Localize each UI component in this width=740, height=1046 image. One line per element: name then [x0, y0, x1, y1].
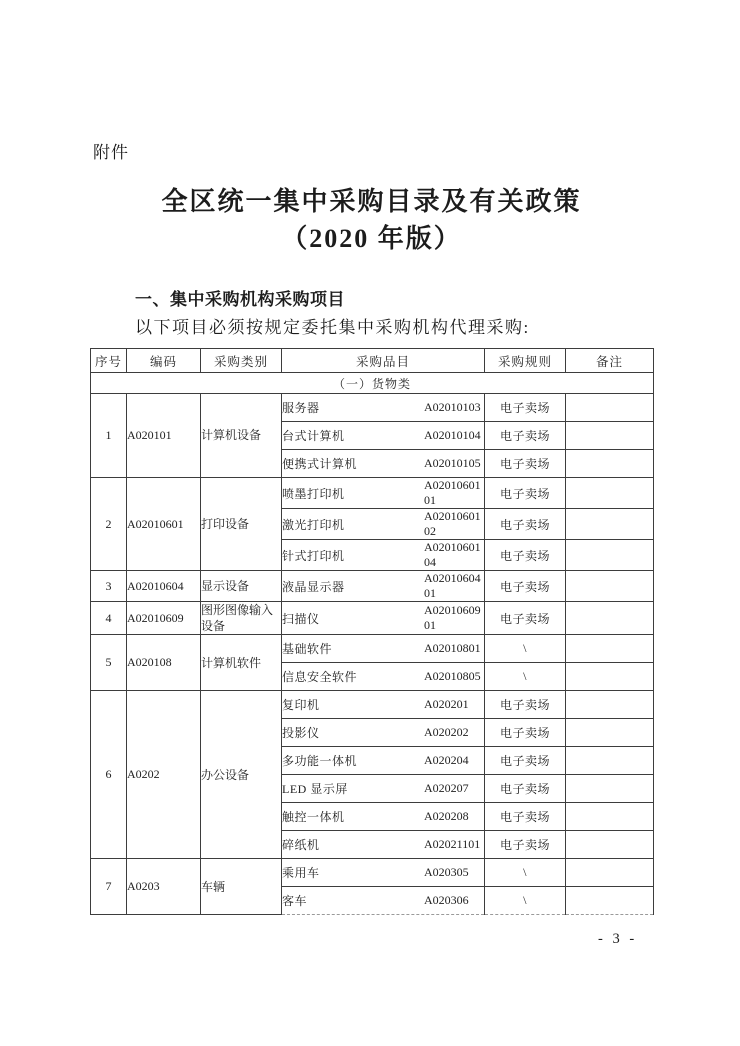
rule-cell: \ — [485, 859, 566, 887]
note-cell — [566, 509, 654, 540]
item-inner — [282, 750, 484, 772]
rule-cell: 电子卖场 — [485, 571, 566, 602]
table-row — [91, 691, 654, 719]
note-cell — [566, 691, 654, 719]
rule-cell: 电子卖场 — [485, 602, 566, 635]
header-rule: 采购规则 — [485, 349, 566, 373]
seq-cell: 4 — [91, 602, 127, 635]
item-code: A0201060104 — [424, 540, 481, 569]
code-cell: A02010609 — [127, 602, 201, 635]
category-cell: 计算机设备 — [201, 394, 282, 478]
document-title-line2: （2020 年版） — [281, 224, 462, 253]
item-inner — [282, 453, 484, 475]
item-cell — [282, 540, 485, 571]
table-row — [91, 859, 654, 887]
header-code: 编码 — [127, 349, 201, 373]
rule-cell: 电子卖场 — [485, 719, 566, 747]
item-cell — [282, 422, 485, 450]
seq-cell: 1 — [91, 394, 127, 478]
group-label: （一）货物类 — [91, 373, 654, 394]
item-code: A02010104 — [424, 428, 481, 442]
section-heading: 一、集中采购机构采购项目 — [135, 290, 345, 309]
catalog-table-body — [91, 373, 654, 915]
category-cell: 计算机软件 — [201, 635, 282, 691]
item-inner — [282, 666, 484, 688]
item-cell — [282, 571, 485, 602]
header-category: 采购类别 — [201, 349, 282, 373]
note-cell — [566, 450, 654, 478]
item-code: A02010105 — [424, 456, 481, 470]
item-cell — [282, 450, 485, 478]
group-row-goods — [91, 373, 654, 394]
item-name: 信息安全软件 — [282, 670, 358, 685]
item-name: 液晶显示器 — [282, 579, 345, 594]
header-seq: 序号 — [91, 349, 127, 373]
code-cell: A0202 — [127, 691, 201, 859]
rule-cell: 电子卖场 — [485, 831, 566, 859]
note-cell — [566, 602, 654, 635]
item-cell — [282, 859, 485, 887]
intro-text: 以下项目必须按规定委托集中采购机构代理采购: — [135, 318, 530, 337]
table-row — [91, 602, 654, 635]
item-name: 投影仪 — [282, 726, 320, 741]
note-cell — [566, 571, 654, 602]
item-name: 扫描仪 — [282, 611, 320, 626]
item-name: 复印机 — [282, 698, 320, 713]
category-cell: 显示设备 — [201, 571, 282, 602]
note-cell — [566, 635, 654, 663]
note-cell — [566, 394, 654, 422]
item-cell — [282, 775, 485, 803]
item-code: A02010801 — [424, 641, 481, 656]
rule-cell: 电子卖场 — [485, 422, 566, 450]
item-inner — [282, 806, 484, 828]
item-name: 碎纸机 — [282, 838, 320, 853]
note-cell — [566, 478, 654, 509]
note-cell — [566, 831, 654, 859]
item-cell — [282, 691, 485, 719]
table-row — [91, 478, 654, 509]
item-cell — [282, 887, 485, 915]
item-inner — [282, 862, 484, 884]
rule-cell: 电子卖场 — [485, 394, 566, 422]
header-note: 备注 — [566, 349, 654, 373]
rule-cell: 电子卖场 — [485, 747, 566, 775]
seq-cell: 5 — [91, 635, 127, 691]
note-cell — [566, 859, 654, 887]
item-code: A020305 — [424, 865, 469, 880]
seq-cell: 6 — [91, 691, 127, 859]
code-cell: A020101 — [127, 394, 201, 478]
item-inner — [282, 890, 484, 912]
note-cell — [566, 887, 654, 915]
item-name: 触控一体机 — [282, 810, 345, 825]
item-code: A0201060901 — [424, 603, 481, 633]
item-inner — [282, 694, 484, 716]
rule-cell: 电子卖场 — [485, 509, 566, 540]
item-cell — [282, 602, 485, 635]
item-cell — [282, 394, 485, 422]
rule-cell: \ — [485, 887, 566, 915]
item-cell — [282, 831, 485, 859]
item-cell — [282, 803, 485, 831]
procurement-table-wrap — [90, 348, 654, 915]
item-name: 多功能一体机 — [282, 754, 358, 769]
item-code: A0201060401 — [424, 571, 481, 600]
attachment-label: 附件 — [93, 143, 129, 162]
rule-cell: \ — [485, 663, 566, 691]
rule-cell: 电子卖场 — [485, 803, 566, 831]
item-cell — [282, 635, 485, 663]
document-title-line1: 全区统一集中采购目录及有关政策 — [161, 187, 582, 216]
table-row — [91, 394, 654, 422]
item-inner — [282, 571, 484, 601]
item-inner — [282, 540, 484, 570]
item-code: A02010805 — [424, 669, 481, 684]
item-inner — [282, 638, 484, 660]
item-cell — [282, 478, 485, 509]
note-cell — [566, 803, 654, 831]
item-code: A020207 — [424, 781, 469, 796]
code-cell: A02010604 — [127, 571, 201, 602]
note-cell — [566, 663, 654, 691]
item-inner — [282, 478, 484, 508]
item-cell — [282, 663, 485, 691]
page-number: - 3 - — [598, 931, 638, 947]
code-cell: A02010601 — [127, 478, 201, 571]
item-code: A0201060101 — [424, 478, 481, 507]
category-cell: 图形图像输入设备 — [201, 602, 282, 635]
rule-cell: 电子卖场 — [485, 450, 566, 478]
item-cell — [282, 747, 485, 775]
rule-cell: 电子卖场 — [485, 540, 566, 571]
item-name: 服务器 — [282, 401, 320, 415]
note-cell — [566, 747, 654, 775]
item-name: 台式计算机 — [282, 429, 345, 443]
category-cell: 打印设备 — [201, 478, 282, 571]
category-cell: 车辆 — [201, 859, 282, 915]
table-header-row — [91, 349, 654, 373]
rule-cell: 电子卖场 — [485, 691, 566, 719]
item-code: A0201060102 — [424, 509, 481, 538]
item-inner — [282, 778, 484, 800]
item-name: 基础软件 — [282, 642, 333, 657]
item-inner — [282, 722, 484, 744]
item-name: 乘用车 — [282, 866, 320, 881]
note-cell — [566, 719, 654, 747]
item-code: A020306 — [424, 893, 469, 908]
note-cell — [566, 422, 654, 450]
seq-cell: 3 — [91, 571, 127, 602]
item-inner — [282, 425, 484, 447]
item-inner — [282, 509, 484, 539]
code-cell: A020108 — [127, 635, 201, 691]
item-name: 针式打印机 — [282, 548, 345, 563]
item-name: 便携式计算机 — [282, 457, 358, 471]
item-code: A02021101 — [424, 837, 481, 852]
item-cell — [282, 509, 485, 540]
rule-cell: 电子卖场 — [485, 775, 566, 803]
item-name: LED 显示屏 — [282, 782, 348, 797]
item-code: A020208 — [424, 809, 469, 824]
item-cell — [282, 719, 485, 747]
item-name: 喷墨打印机 — [282, 486, 345, 501]
table-row — [91, 635, 654, 663]
item-code: A020202 — [424, 725, 469, 740]
item-inner — [282, 397, 484, 419]
item-inner — [282, 603, 484, 633]
seq-cell: 2 — [91, 478, 127, 571]
note-cell — [566, 540, 654, 571]
code-cell: A0203 — [127, 859, 201, 915]
item-code: A020204 — [424, 753, 469, 768]
item-name: 激光打印机 — [282, 517, 345, 532]
rule-cell: \ — [485, 635, 566, 663]
document-title — [90, 183, 653, 257]
rule-cell: 电子卖场 — [485, 478, 566, 509]
item-name: 客车 — [282, 894, 308, 909]
table-row — [91, 571, 654, 602]
item-code: A020201 — [424, 697, 469, 712]
seq-cell: 7 — [91, 859, 127, 915]
header-item: 采购品目 — [282, 349, 485, 373]
note-cell — [566, 775, 654, 803]
category-cell: 办公设备 — [201, 691, 282, 859]
item-inner — [282, 834, 484, 856]
procurement-catalog-table — [90, 348, 654, 915]
item-code: A02010103 — [424, 400, 481, 414]
